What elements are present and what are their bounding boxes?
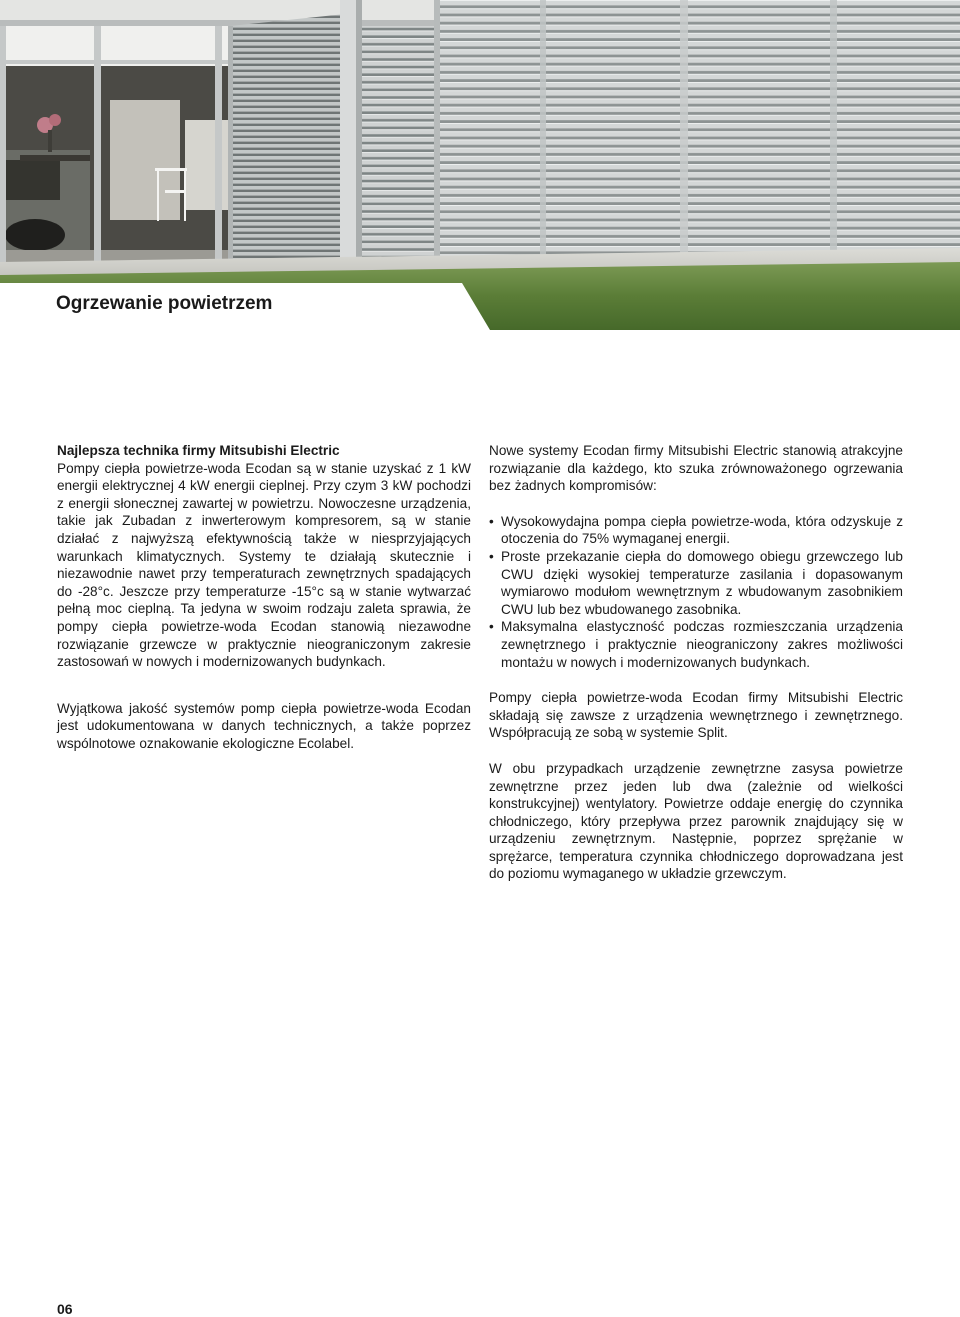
page-number: 06 — [57, 1301, 73, 1317]
section-heading: Najlepsza technika firmy Mitsubishi Electric — [57, 443, 340, 458]
left-paragraph-1: Pompy ciepła powietrze-woda Ecodan są w stanie uzyskać z 1 kW energii elektrycznej 4 kW energii cieplnej. Przy czym 3 kW pochodzi z energii słonecznej zawartej w powietrzu. Nowoczesne urządzenia, takie jak Zubadan z inwerterowym kompresorem, są w stanie działać z najwyższą efektywnością także w niesprzyjających warunkach klimatycznych. Systemy te działają skutecznie i niezawodnie nawet przy temperaturach zewnętrznych spadających do -28°c. Jeszcze przy temperaturze -15°c są w stanie wytwarzać pełną moc cieplną. Ta jedyna w swoim rodzaju zaleta sprawia, że pompy ciepła powietrze-woda Ecodan stanowią niezawodne rozwiązanie grzewcze w praktycznie nieograniczonym zakresie zastosowań w nowych i modernizowanych budynkach. — [57, 460, 471, 670]
right-intro-paragraph: Nowe systemy Ecodan firmy Mitsubishi Electric stanowią atrakcyjne rozwiązanie dla każdego, kto szuka zrównoważonego ogrzewania bez żadnych kompromisów: — [489, 443, 903, 494]
hero-photo — [0, 0, 960, 330]
features-list — [489, 513, 903, 671]
list-item: • Proste przekazanie ciepła do domowego obiegu grzewczego lub CWU dzięki wysokiej temperaturze zasilania i dopasowanym wymiarowo modułom wewnętrznym z wbudowanym zasobnikiem CWU lub bez wbudowanego zasobnika. — [489, 548, 903, 618]
page-title: Ogrzewanie powietrzem — [56, 293, 273, 314]
right-paragraph-3: W obu przypadkach urządzenie zewnętrzne zasysa powietrze zewnętrzne przez jeden lub dwa (zależnie od wielkości konstrukcyjnej) wentylatory. Powietrze oddaje energię do czynnika chłodniczego, który przepływa przez parownik znajdujący się w urządzeniu zewnętrznym. Następnie, poprzez sprężanie w sprężarce, temperatura czynnika chłodniczego doprowadzana jest do poziomu wymaganego w układzie grzewczym. — [489, 760, 903, 882]
list-item: • Wysokowydajna pompa ciepła powietrze-woda, która odzyskuje z otoczenia do 75% wymaganej energii. — [489, 513, 903, 548]
left-column — [57, 442, 471, 753]
left-paragraph-2: Wyjątkowa jakość systemów pomp ciepła powietrze-woda Ecodan jest udokumentowana w danych technicznych, a także poprzez wspólnotowe oznakowanie ekologiczne Ecolabel. — [57, 700, 471, 751]
right-column — [489, 442, 903, 883]
list-item: • Maksymalna elastyczność podczas rozmieszczania urządzenia zewnętrznego i praktycznie nieograniczony zakres możliwości montażu w nowych i modernizowanych budynkach. — [489, 618, 903, 671]
right-paragraph-2: Pompy ciepła powietrze-woda Ecodan firmy Mitsubishi Electric składają się zawsze z urządzenia wewnętrznego i zewnętrznego. Współpracują ze sobą w systemie Split. — [489, 690, 903, 741]
